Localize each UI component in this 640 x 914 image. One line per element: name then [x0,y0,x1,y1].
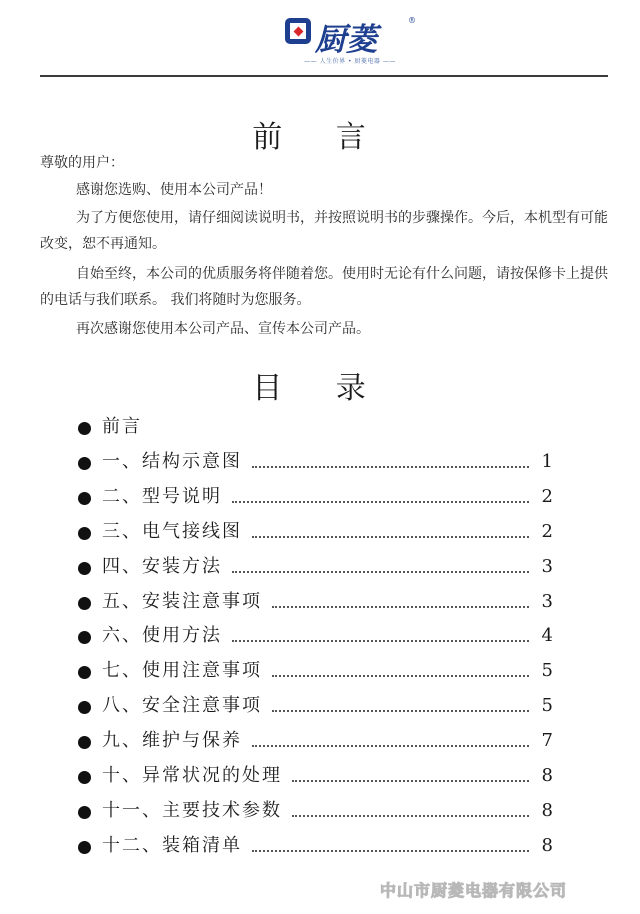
bullet-icon [78,422,91,435]
toc-leader-dots [252,466,529,468]
toc-entry-label: 十一、主要技术参数 [102,799,282,821]
toc-entry [78,482,553,512]
toc-page-number: 5 [541,660,553,682]
toc-page-number: 2 [541,485,553,507]
brand-name: 厨菱 [315,22,377,58]
toc-entry-label: 四、安装方法 [102,555,222,577]
toc-entry-label: 九、维护与保养 [102,730,242,752]
toc-leader-dots [232,501,529,503]
bullet-icon [78,806,91,819]
toc-entry-label: 一、结构示意图 [102,450,242,472]
toc-title: 目 录 [252,371,388,406]
toc-entry-label: 十、异常状况的处理 [102,765,282,786]
toc-entry [78,621,553,651]
toc-entry-label: 十二、装箱清单 [102,834,242,856]
toc-entry [78,447,553,477]
toc-entry [78,691,553,721]
header-divider [40,75,608,77]
preface-title: 前 言 [252,120,388,155]
toc-page-number: 3 [541,555,553,577]
toc-leader-dots [292,815,529,817]
toc-page-number: 5 [541,695,553,717]
toc-entry-label: 五、安装注意事项 [102,590,262,612]
bullet-icon [78,666,91,679]
toc-entry [78,412,553,442]
preface-paragraph: 再次感谢您使用本公司产品、宣传本公司产品。 [76,321,370,337]
bullet-icon [78,492,91,505]
toc-entry-label: 六、使用方法 [102,625,222,647]
toc-page-number: 8 [541,834,553,856]
bullet-icon [78,597,91,610]
bullet-icon [78,562,91,575]
toc-leader-dots [272,606,529,608]
bullet-icon [78,631,91,644]
toc-entry [78,656,553,686]
brand-slogan: —— 人生价界 • 厨菱电器 —— [304,58,396,65]
bullet-icon [78,736,91,749]
toc-leader-dots [252,850,529,852]
toc-entry-label: 八、安全注意事项 [102,695,262,717]
preface-greeting: 尊敬的用户： [40,155,124,171]
bullet-icon [78,771,91,784]
preface-paragraph: 自始至终，本公司的优质服务将伴随着您。使用时无论有什么问题，请按保修卡上提供的电话与我们联系。 我们将随时为您服务。 [40,266,608,308]
bullet-icon [78,457,91,470]
toc-leader-dots [232,640,529,642]
toc-leader-dots [292,780,529,782]
preface-paragraph: 感谢您选购、使用本公司产品！ [76,182,272,198]
brand-logo [285,14,415,56]
toc-entry [78,726,553,756]
toc-leader-dots [252,536,529,538]
toc-entry [78,796,553,826]
toc-entry [78,517,553,547]
toc-entry-label: 前言 [102,416,142,437]
toc-page-number: 3 [541,590,553,612]
bullet-icon [78,841,91,854]
toc-page-number: 4 [541,625,553,647]
toc-page-number: 8 [541,765,553,786]
toc-page-number: 2 [541,520,553,542]
toc-leader-dots [252,745,529,747]
preface-paragraph: 为了方便您使用，请仔细阅读说明书，并按照说明书的步骤操作。今后，本机型有可能改变，恕不再通知。 [40,210,608,252]
toc-page-number: 8 [541,799,553,821]
toc-entry [78,831,553,861]
toc-page-number: 7 [541,730,553,752]
bullet-icon [78,527,91,540]
toc-leader-dots [272,675,529,677]
toc-entry-label: 七、使用注意事项 [102,660,262,682]
toc-entry [78,761,553,791]
toc-page-number: 1 [541,450,553,472]
toc-leader-dots [272,710,529,712]
registered-mark: ® [408,16,416,25]
toc-entry [78,587,553,617]
company-watermark: 中山市厨菱电器有限公司 [380,881,568,900]
toc-entry-label: 二、型号说明 [102,485,222,507]
brand-logo-icon [285,18,311,44]
toc-entry-label: 三、电气接线图 [102,520,242,542]
bullet-icon [78,701,91,714]
toc-entry [78,552,553,582]
toc-leader-dots [232,571,529,573]
